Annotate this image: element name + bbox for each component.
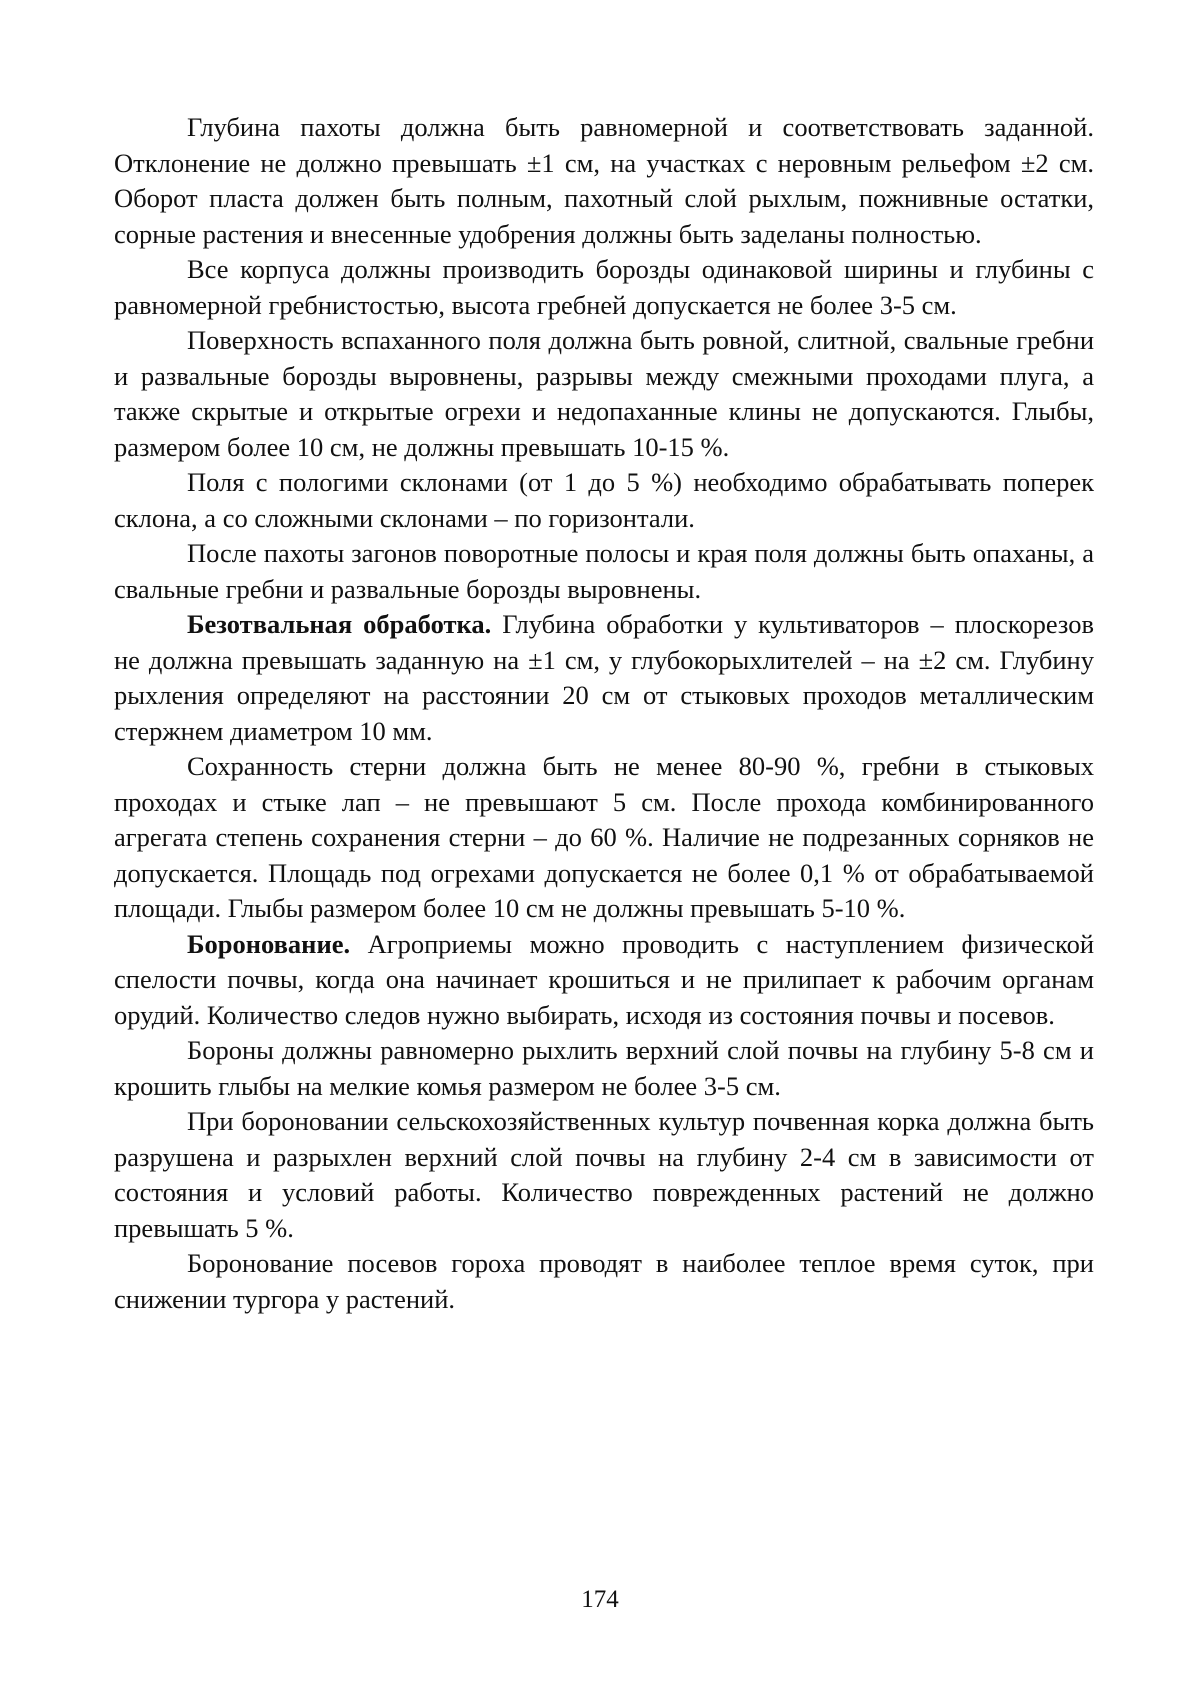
paragraph-text: При бороновании сельскохозяйственных культур почвенная корка должна быть разрушена и разрыхлен верхний слой почвы на глубину 2-4 см в зависимости от состояния и условий работы. Количество поврежденных растений не должно превышать 5 %. — [114, 1106, 1094, 1243]
paragraph-headlands — [114, 536, 1094, 607]
paragraph-plow-bodies — [114, 252, 1094, 323]
paragraph-text: Глубина обработки у культиваторов – плоскорезов не должна превышать заданную на ±1 см, у глубокорыхлителей – на ±2 см. Глубину рыхления определяют на расстоянии 20 см от стыковых проходов металлическим стержнем диаметром 10 мм. — [114, 609, 1094, 746]
paragraph-text: Сохранность стерни должна быть не менее 80-90 %, гребни в стыковых проходах и стыке лап – не превышают 5 см. После прохода комбинированного агрегата степень сохранения стерни – до 60 %. Наличие не подрезанных сорняков не допускается. Площадь под огрехами допускается не более 0,1 % от обрабатываемой площади. Глыбы размером более 10 см не должны превышать 5-10 %. — [114, 751, 1094, 923]
paragraph-text: Поверхность вспаханного поля должна быть ровной, слитной, свальные гребни и развальные борозды выровнены, разрывы между смежными проходами плуга, а также скрытые и открытые огрехи и недопаханные клины не допускаются. Глыбы, размером более 10 см, не должны превышать 10-15 %. — [114, 325, 1094, 462]
page-number: 174 — [581, 1586, 619, 1613]
paragraph-text: Поля с пологими склонами (от 1 до 5 %) необходимо обрабатывать поперек склона, а со сложными склонами – по горизонтали. — [114, 467, 1094, 533]
paragraph-harrowing — [114, 927, 1094, 1034]
paragraph-text: Все корпуса должны производить борозды одинаковой ширины и глубины с равномерной гребнистостью, высота гребней допускается не более 3-5 см. — [114, 254, 1094, 320]
paragraph-text: Боронование посевов гороха проводят в наиболее теплое время суток, при снижении тургора у растений. — [114, 1248, 1094, 1314]
paragraph-plowing-depth — [114, 110, 1094, 252]
paragraph-text: Агроприемы можно проводить с наступлением физической спелости почвы, когда она начинает крошиться и не прилипает к рабочим органам орудий. Количество следов нужно выбирать, исходя из состояния почвы и посевов. — [114, 928, 1094, 1030]
paragraph-lead: Боронование. — [187, 928, 351, 959]
page-body — [114, 110, 1094, 1317]
paragraph-harrow-depth — [114, 1033, 1094, 1104]
paragraph-soil-crust — [114, 1104, 1094, 1246]
paragraph-text: После пахоты загонов поворотные полосы и края поля должны быть опаханы, а свальные гребни и развальные борозды выровнены. — [114, 538, 1094, 604]
paragraph-field-surface — [114, 323, 1094, 465]
paragraph-text: Бороны должны равномерно рыхлить верхний слой почвы на глубину 5-8 см и крошить глыбы на мелкие комья размером не более 3-5 см. — [114, 1035, 1094, 1101]
paragraph-moldboardless-tillage — [114, 607, 1094, 749]
paragraph-text: Глубина пахоты должна быть равномерной и соответствовать заданной. Отклонение не должно превышать ±1 см, на участках с неровным рельефом ±2 см. Оборот пласта должен быть полным, пахотный слой рыхлым, пожнивные остатки, сорные растения и внесенные удобрения должны быть заделаны полностью. — [114, 112, 1094, 249]
paragraph-lead: Безотвальная обработка. — [187, 609, 492, 639]
paragraph-stubble-retention — [114, 749, 1094, 927]
paragraph-pea-harrowing — [114, 1246, 1094, 1317]
paragraph-slopes — [114, 465, 1094, 536]
